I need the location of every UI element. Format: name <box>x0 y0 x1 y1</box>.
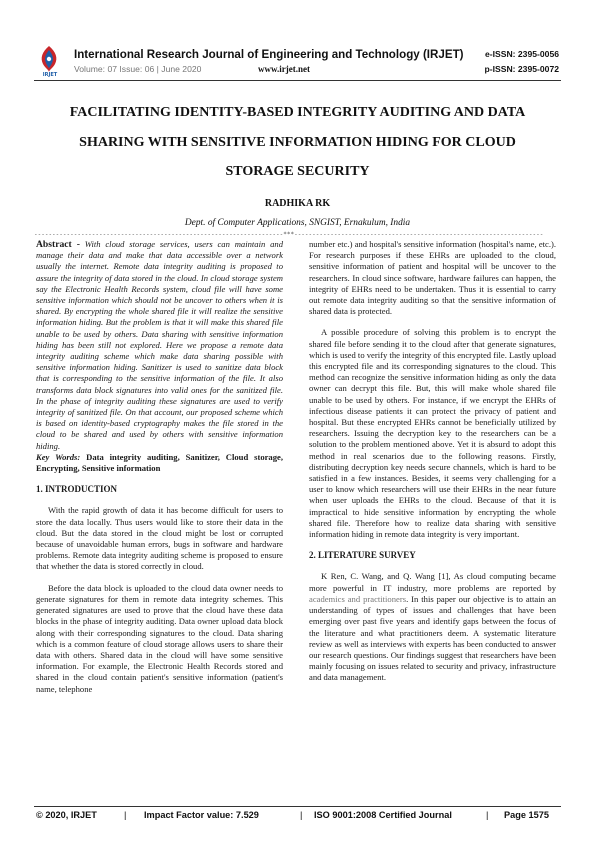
intro-paragraph: A possible procedure of solving this problem is to encrypt the shared file before sending it to the cloud after that generate signatures, which is used to verify the integrity of this encrypted file. Lastly upload this encrypted file and its corresponding signatures to the cloud. This method can recognize the sensitive information hiding as only the data owner can decrypt this file. But, this will make whole shared file unable to be used by others. For instance, if we encrypt the EHRs of infectious disease patients it can protect the privacy of patient and hospital. But these encrypted EHRs cannot be beneficially utilized by researchers. Issuing the decryption key to the researchers can be a solution to the problem mentioned above. Yet it is absurd to adopt this method in real scenarios due to the following reasons. Firstly, distributing decryption key needs secure channels, which is hard to be satisfied in a few instances. Besides, it seems very challenging for a user to know which researchers will use their EHRs in the near future when user uploads the EHRs to the cloud. Because of that it is impractical to hide sensitive information by encrypting the whole shared file. Therefore how to realize data sharing with sensitive information hiding in remote data integrity is very important. <box>309 327 557 540</box>
section-heading-introduction: 1. INTRODUCTION <box>36 484 118 495</box>
header-divider <box>34 80 561 81</box>
irjet-logo-icon <box>36 44 62 74</box>
intro-paragraph: number etc.) and hospital's sensitive information (hospital's name, etc.). For research purposes if these EHRs are uploaded to the cloud, sensitive information of patient and hospital will be uncover to the researchers. In cloud since software, hardware failures can happen, the integrity of EHRs need to be undertaken. Thus it is essential to carry out remote data integrity auditing so that the sensitive information of shared data is protected. <box>309 239 556 317</box>
footer-copyright: © 2020, IRJET <box>36 810 97 820</box>
journal-name: International Research Journal of Engineering and Technology (IRJET) <box>74 48 464 61</box>
footer-divider-bar: | <box>124 810 127 820</box>
author-affiliation: Dept. of Computer Applications, SNGIST, Ernakulum, India <box>184 218 411 228</box>
page-footer <box>36 810 559 824</box>
footer-divider-bar: | <box>486 810 489 820</box>
page-header <box>0 0 595 80</box>
title-line: STORAGE SECURITY <box>225 164 370 179</box>
footer-iso: ISO 9001:2008 Certified Journal <box>314 810 452 820</box>
e-issn: e-ISSN: 2395-0056 <box>484 49 559 59</box>
section-heading-literature-survey: 2. LITERATURE SURVEY <box>309 550 416 561</box>
literature-paragraph <box>309 571 556 683</box>
keywords <box>36 452 283 474</box>
footer-divider <box>34 806 561 807</box>
academics-link[interactable]: academics and practitioners <box>309 593 407 604</box>
author-name: RADHIKA RK <box>264 198 331 209</box>
abstract <box>36 239 283 452</box>
footer-impact-factor: Impact Factor value: 7.529 <box>144 810 259 820</box>
title-line: FACILITATING IDENTITY-BASED INTEGRITY AUDITING AND DATA <box>69 105 526 120</box>
volume-issue: Volume: 07 Issue: 06 | June 2020 <box>74 64 202 74</box>
keywords-label: Key Words: <box>36 451 81 462</box>
journal-website-link[interactable]: www.irjet.net <box>258 64 310 74</box>
section-separator: ---------------------------------------------------------------------***--------------------------------------------------------------------- <box>34 231 544 238</box>
keywords-text: Data integrity auditing, Sanitizer, Cloud storage, Encrypting, Sensitive information <box>36 451 283 474</box>
p-issn: p-ISSN: 2395-0072 <box>484 64 559 74</box>
right-column <box>309 239 556 684</box>
footer-divider-bar: | <box>300 810 303 820</box>
intro-paragraph: Before the data block is uploaded to the cloud data owner needs to generate signatures for them in remote data integrity schemes. This generated signatures are used to prove that the cloud have these data blocks in the phase of integrity auditing. Data owner upload data block along with their corresponding signatures to the cloud. Data sharing which is a common feature of cloud storage allows users to share their data with others. Shared data in the cloud will have some sensitive information. For example, the Electronic Health Records stored and shared in the cloud contain patient's sensitive information (patient's name, telephone <box>36 582 283 694</box>
left-column <box>36 239 283 695</box>
literature-text: K Ren, C. Wang, and Q. Wang [1], As cloud computing became more powerful in IT industry, more problems are reported by <box>309 571 556 593</box>
footer-page-number: Page 1575 <box>504 810 549 820</box>
logo-text: IRJET <box>42 72 58 78</box>
literature-text: . In this paper our objective is to attain an understanding of types of issues and challenges that have been emerging over past five years and identify gaps between the focus of the literature and what practitioners deem. A systematic literature review as well as interviews with experts has been conducted to answer our research questions. Our findings suggest that researchers have been mainly focusing on issues related to security and privacy, infrastructure and data management. <box>309 593 556 683</box>
paper-title <box>50 98 545 187</box>
abstract-text: With cloud storage services, users can maintain and manage their data and make that data accessible over a network usually the internet. Remote data integrity auditing is proposed to assure the integrity of data stored in the cloud. In cloud storage system say the Electronic Health Records system, cloud file will have some sensitive information which should not be uncover to others when it is shared. By encrypting the whole shared file it will realize the sensitive information hiding. But the problem is that it will make this shared file unable to be used by others. Data sharing with sensitive information hiding has been still not explored. Here we propose a remote data integrity auditing scheme which make data sharing possible with sensitive information hiding. Sanitizer is used to sanitize data block that is corresponding to the sensitive information of the file. It also transforms data block signatures into valid ones for the sanitized file. In the phase of integrity auditing these signatures are used to verify integrity of sanitized file. On that account, our proposed scheme which is based on identity-based cryptography makes the file stored in the cloud to be shared and used by others with sensitive information hiding. <box>36 239 283 451</box>
abstract-label: Abstract - <box>36 239 80 250</box>
intro-paragraph: With the rapid growth of data it has become difficult for users to store the data locally. Thus users would like to store their data in the cloud. But the data stored in the cloud might be lost or corrupted because of unavoidable human errors, bugs in software and hardware problems. Remote data integrity auditing scheme is proposed to ensure that whether the data is stored correctly in cloud. <box>36 505 283 572</box>
title-line: SHARING WITH SENSITIVE INFORMATION HIDING FOR CLOUD <box>79 134 516 150</box>
